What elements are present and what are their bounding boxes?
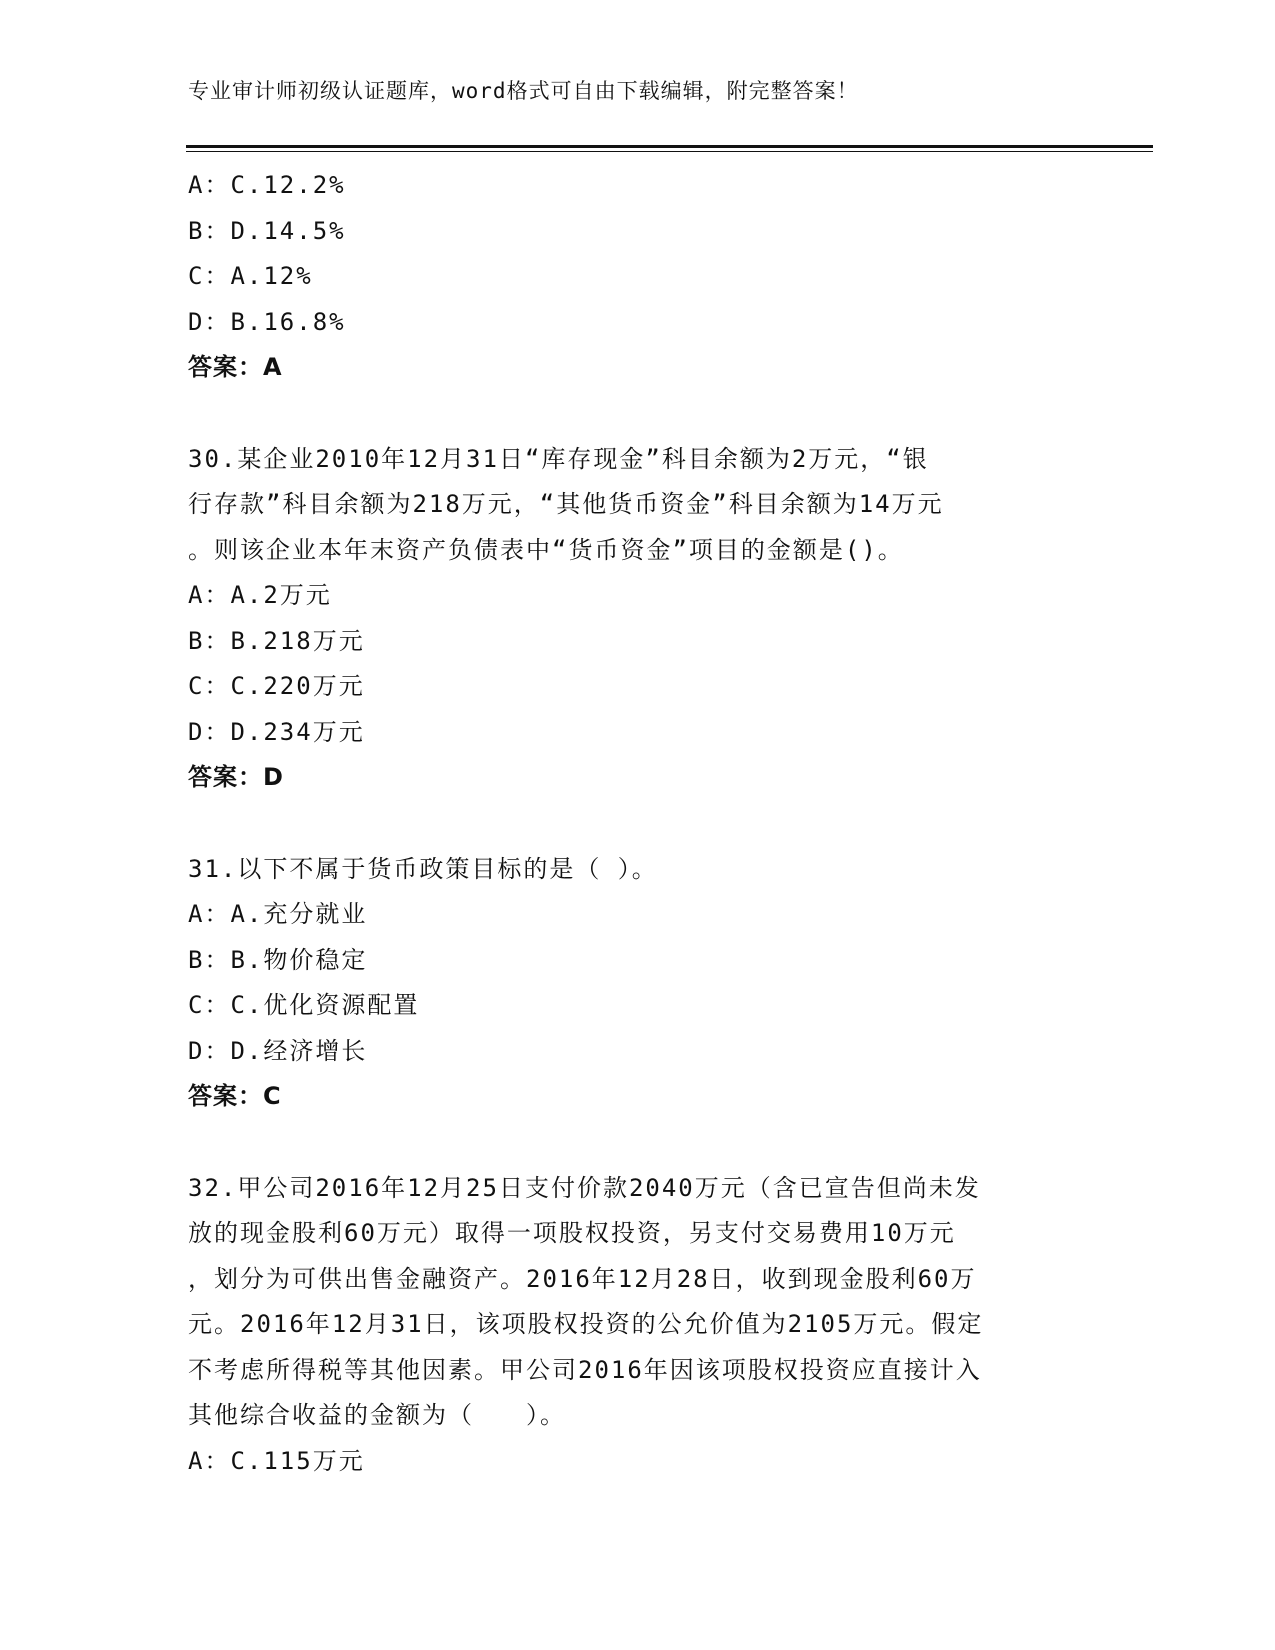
header-rule-thin (186, 151, 1153, 152)
answer-option: D：B.16.8% (188, 307, 346, 336)
question-text-line: 不考虑所得税等其他因素。甲公司2016年因该项股权投资应直接计入 (188, 1355, 982, 1384)
question-block (188, 847, 1088, 1120)
answer-option: C：A.12% (188, 262, 313, 290)
question-text-line: 行存款”科目余额为218万元，“其他货币资金”科目余额为14万元 (188, 490, 944, 518)
answer-key: 答案：A (188, 353, 283, 381)
question-block (188, 1166, 1088, 1485)
answer-option: A：C.115万元 (188, 1446, 365, 1475)
question-list (188, 163, 1088, 1484)
block-gap (188, 391, 1088, 437)
question-text-line: ，划分为可供出售金融资产。2016年12月28日，收到现金股利60万 (188, 1264, 977, 1293)
question-text-line: 32.甲公司2016年12月25日支付价款2040万元（含已宣告但尚未发 (188, 1173, 981, 1202)
block-gap (188, 1120, 1088, 1166)
answer-key: 答案：D (188, 763, 284, 791)
answer-option: B：B.218万元 (188, 626, 365, 655)
answer-option: D：D.234万元 (188, 717, 365, 746)
question-text-line: 31.以下不属于货币政策目标的是（ ）。 (188, 854, 658, 883)
question-block (188, 163, 1088, 391)
header-rule (186, 145, 1153, 148)
question-text-line: 元。2016年12月31日，该项股权投资的公允价值为2105万元。假定 (188, 1310, 984, 1338)
answer-option: B：B.物价稳定 (188, 945, 368, 974)
block-gap (188, 801, 1088, 847)
question-text-line: 放的现金股利60万元）取得一项股权投资，另支付交易费用10万元 (188, 1219, 956, 1247)
question-text-line: 。则该企业本年末资产负债表中“货币资金”项目的金额是()。 (188, 535, 904, 564)
answer-option: C：C.优化资源配置 (188, 991, 420, 1019)
answer-key: 答案：C (188, 1082, 282, 1110)
question-text-line: 30.某企业2010年12月31日“库存现金”科目余额为2万元，“银 (188, 444, 929, 473)
page-header: 专业审计师初级认证题库，word格式可自由下载编辑，附完整答案！ (188, 79, 859, 103)
answer-option: D：D.经济增长 (188, 1036, 368, 1065)
answer-option: B：D.14.5% (188, 216, 346, 245)
answer-option: A：A.2万元 (188, 581, 332, 609)
answer-option: A：C.12.2% (188, 171, 346, 199)
question-text-line: 其他综合收益的金额为（ ）。 (188, 1401, 566, 1429)
question-block (188, 437, 1088, 801)
answer-option: C：C.220万元 (188, 672, 365, 700)
answer-option: A：A.充分就业 (188, 900, 368, 928)
